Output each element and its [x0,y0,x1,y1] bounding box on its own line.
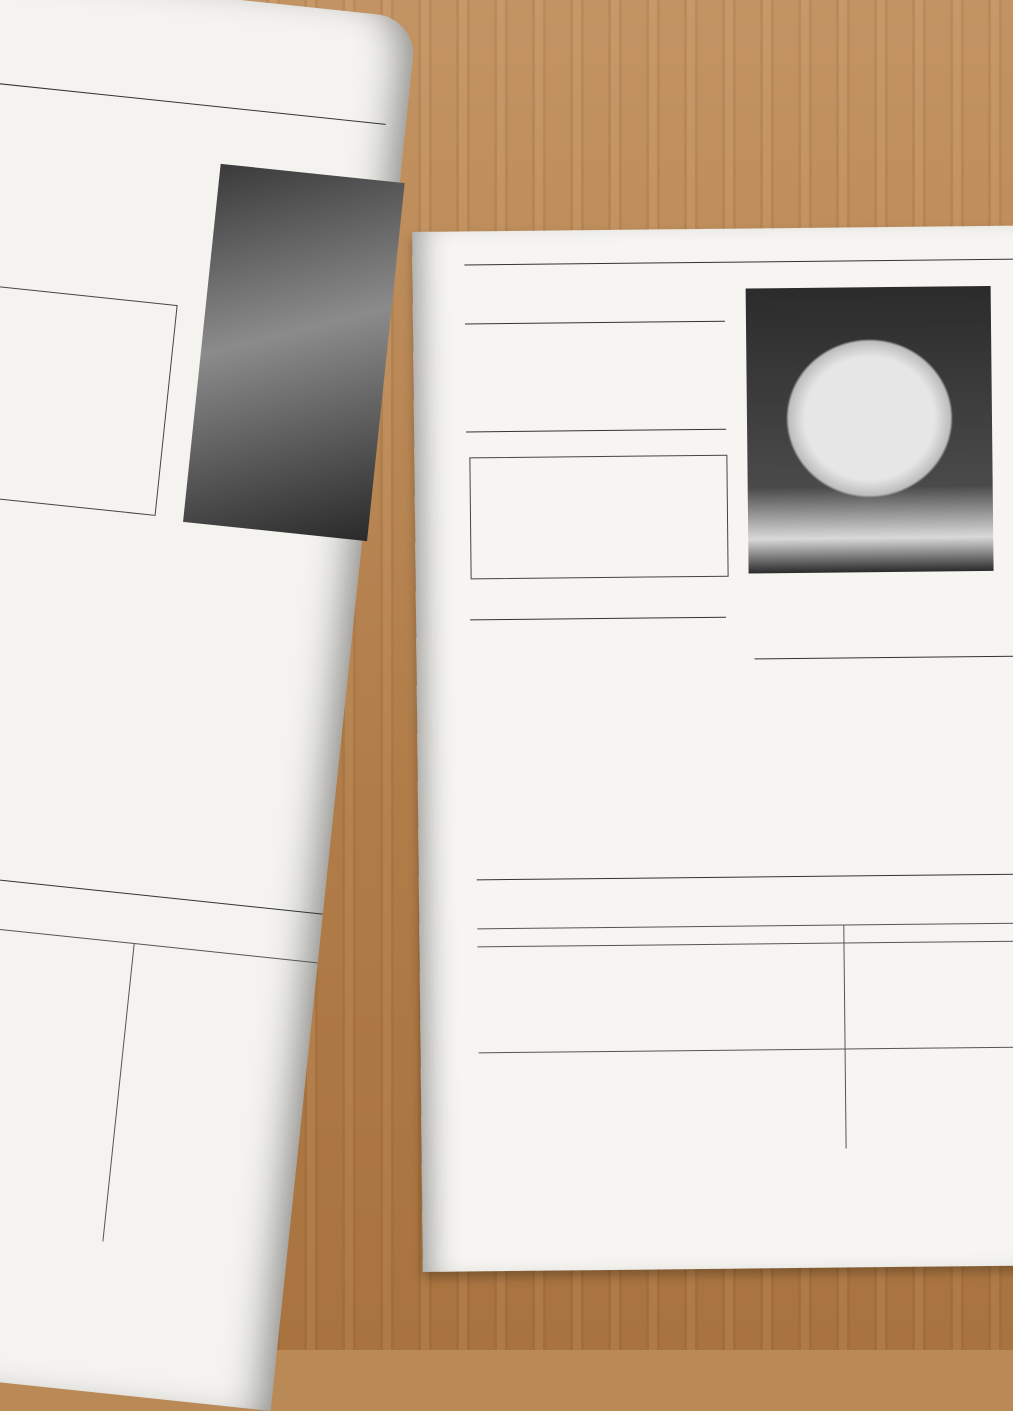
left-career-table [0,868,323,1273]
history-heading-rule [470,617,726,621]
table-divider [843,925,846,1149]
right-header-rule [464,258,1013,265]
strengths-heading-rule [754,656,1013,660]
left-table-rule [0,916,318,963]
left-player-photo [183,164,405,541]
left-strengths-column [160,595,354,615]
right-player-photo [746,286,994,574]
table-top-rule [477,922,1013,929]
table-header-rule [477,940,1013,947]
right-summary-box [469,455,728,580]
left-header-rule [0,82,386,125]
right-career-table [477,873,1013,1160]
left-table-divider [102,943,134,1241]
left-summary-box [0,281,178,516]
table-total-rule [479,1046,1013,1053]
right-page [412,225,1013,1272]
right-name-rule [465,321,725,325]
left-history-column [0,551,142,572]
right-info-rule [466,429,726,433]
